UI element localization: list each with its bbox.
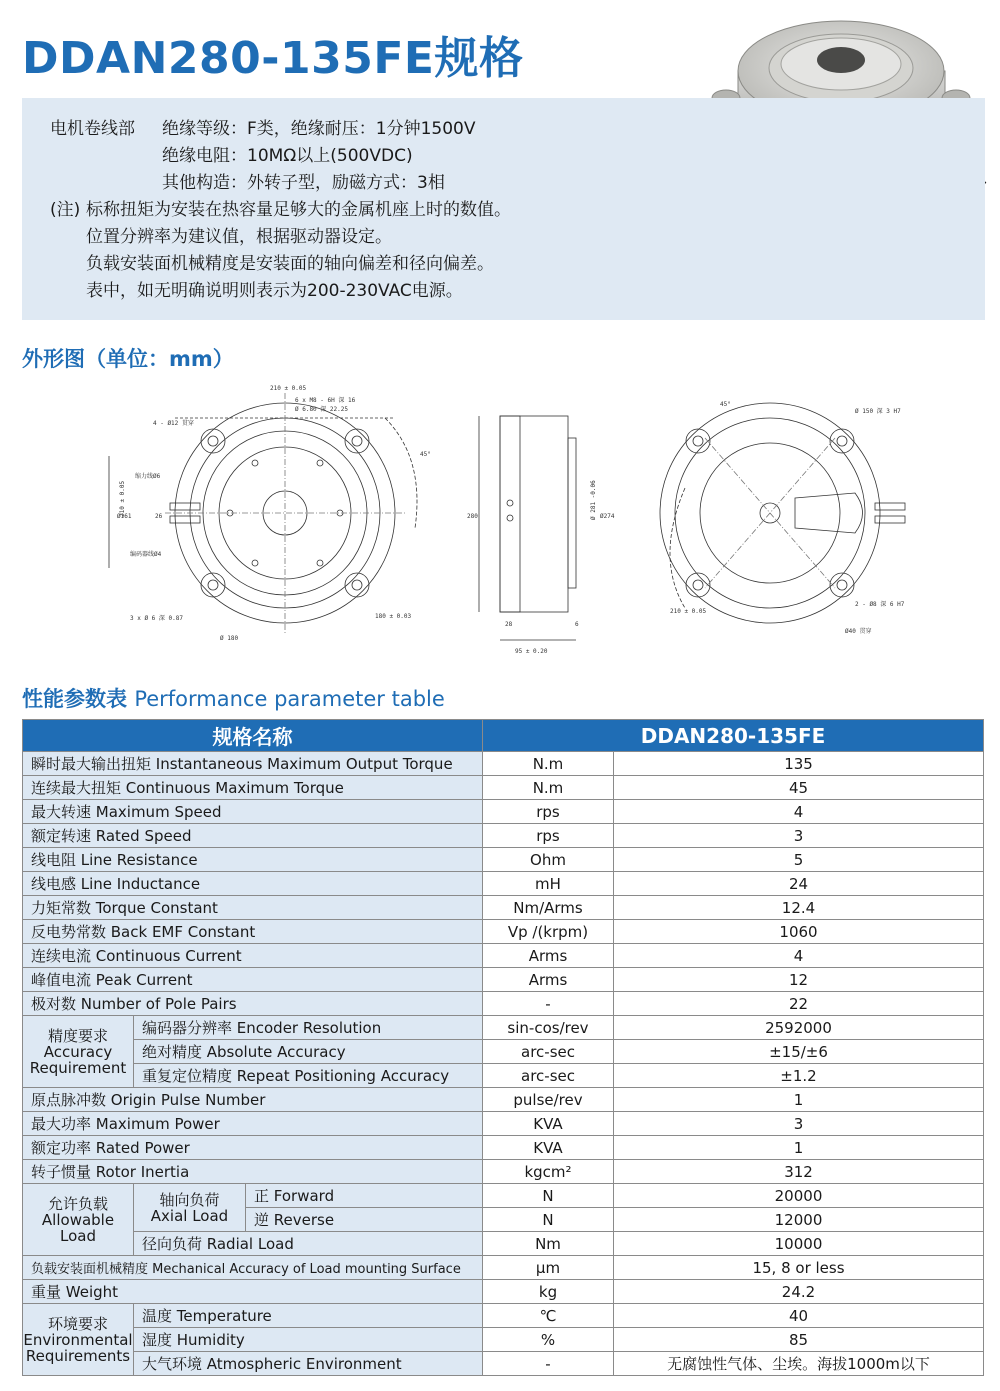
- param-unit: Arms: [483, 944, 614, 968]
- param-value: 22: [614, 992, 984, 1016]
- dim-10: Ø 180: [220, 635, 239, 642]
- param-label: 反电势常数 Back EMF Constant: [23, 920, 483, 944]
- dim-15: Ø274: [600, 513, 615, 520]
- insulation-class: 绝缘等级：F类，绝缘耐压：1分钟1500V: [162, 119, 476, 139]
- param-value: 135: [614, 752, 984, 776]
- param-label: 最大转速 Maximum Speed: [23, 800, 483, 824]
- param-label: 逆 Reverse: [246, 1208, 483, 1232]
- param-value: 85: [614, 1328, 984, 1352]
- param-unit: Ohm: [483, 848, 614, 872]
- param-unit: mH: [483, 872, 614, 896]
- param-label: 连续最大扭矩 Continuous Maximum Torque: [23, 776, 483, 800]
- param-unit: %: [483, 1328, 614, 1352]
- param-unit: Arms: [483, 968, 614, 992]
- param-label: 连续电流 Continuous Current: [23, 944, 483, 968]
- table-row: [23, 1352, 984, 1376]
- dim-18: 95 ± 0.20: [515, 648, 548, 655]
- load-group-label: [23, 1184, 134, 1256]
- param-unit: μm: [483, 1256, 614, 1280]
- param-value: ±1.2: [614, 1064, 984, 1088]
- accuracy-group-label-text: Requirement: [29, 1058, 127, 1077]
- param-unit: N.m: [483, 776, 614, 800]
- table-row: [23, 1304, 984, 1328]
- dim-1: 210 ± 0.05: [270, 385, 307, 392]
- param-unit: -: [483, 992, 614, 1016]
- accuracy-group-label-text: 精度要求: [47, 1026, 108, 1045]
- param-value: 5: [614, 848, 984, 872]
- axial-load-label: [134, 1184, 246, 1232]
- note-3: 负载安装面机械精度是安装面的轴向偏差和径向偏差。: [86, 254, 494, 274]
- table-row: [23, 1280, 984, 1304]
- dim-7: Ø161: [117, 513, 132, 520]
- param-label: 编码器分辨率 Encoder Resolution: [134, 1016, 483, 1040]
- page-title: DDAN280-135FE规格: [22, 33, 524, 84]
- param-unit: kgcm²: [483, 1160, 614, 1184]
- param-unit: pulse/rev: [483, 1088, 614, 1112]
- param-unit: kg: [483, 1280, 614, 1304]
- table-header-row: [23, 720, 984, 752]
- load-group-label-text: 允许负载: [47, 1194, 108, 1213]
- dim-4: 4 - Ø12 贯穿: [153, 420, 194, 427]
- param-value: 24: [614, 872, 984, 896]
- perf-heading: [22, 683, 445, 713]
- param-unit: N: [483, 1208, 614, 1232]
- param-unit: rps: [483, 800, 614, 824]
- param-unit: Nm: [483, 1232, 614, 1256]
- param-unit: N: [483, 1184, 614, 1208]
- param-unit: rps: [483, 824, 614, 848]
- table-row: [23, 1112, 984, 1136]
- table-row: [23, 896, 984, 920]
- param-value: 2592000: [614, 1016, 984, 1040]
- param-label: 瞬时最大输出扭矩 Instantaneous Maximum Output Torque: [23, 752, 483, 776]
- rear-view: [660, 403, 905, 623]
- param-value: 12.4: [614, 896, 984, 920]
- param-label: 力矩常数 Torque Constant: [23, 896, 483, 920]
- dim-11: 180 ± 0.03: [375, 613, 412, 620]
- env-group-label-text: 环境要求: [47, 1314, 108, 1333]
- other-structure: 其他构造：外转子型，励磁方式：3相: [162, 173, 445, 193]
- env-group-label-text: Requirements: [25, 1346, 131, 1365]
- param-unit: arc-sec: [483, 1040, 614, 1064]
- dim-12: 45°: [420, 451, 431, 458]
- param-unit: KVA: [483, 1112, 614, 1136]
- dim-6: 编码器线Ø4: [130, 551, 162, 558]
- param-value: 312: [614, 1160, 984, 1184]
- perf-heading-en: Performance parameter table: [134, 687, 445, 711]
- table-row: [23, 1184, 984, 1208]
- param-value: 12: [614, 968, 984, 992]
- note-4: 表中，如无明确说明则表示为200-230VAC电源。: [86, 281, 463, 301]
- param-label: 负载安装面机械精度 Mechanical Accuracy of Load mounting Surface: [23, 1256, 483, 1280]
- table-row: [23, 824, 984, 848]
- table-row: [23, 968, 984, 992]
- table-row: [23, 920, 984, 944]
- table-row: [23, 1328, 984, 1352]
- table-row: [23, 872, 984, 896]
- dim-19: Ø 150 深 3 H7: [855, 408, 901, 415]
- param-unit: sin-cos/rev: [483, 1016, 614, 1040]
- param-value: 1060: [614, 920, 984, 944]
- dim-8: 210 ± 0.05: [119, 480, 126, 517]
- table-row: [23, 1136, 984, 1160]
- param-value: 15, 8 or less: [614, 1256, 984, 1280]
- param-label: 湿度 Humidity: [134, 1328, 483, 1352]
- param-value: 无腐蚀性气体、尘埃。海拔1000m以下: [614, 1352, 984, 1376]
- param-label: 重量 Weight: [23, 1280, 483, 1304]
- table-row: [23, 776, 984, 800]
- accuracy-group-label-text: Accuracy: [43, 1042, 113, 1061]
- table-row: [23, 1016, 984, 1040]
- param-label: 额定转速 Rated Speed: [23, 824, 483, 848]
- spec-notes-panel: [22, 98, 985, 320]
- dim-24: 26: [155, 513, 163, 520]
- dim-17: 6: [575, 621, 579, 628]
- param-unit: N.m: [483, 752, 614, 776]
- dim-2: 6 x M8 - 6H 深 16: [295, 397, 356, 404]
- param-label: 绝对精度 Absolute Accuracy: [134, 1040, 483, 1064]
- dim-9: 3 x Ø 6 深 0.87: [130, 615, 183, 622]
- param-value: 1: [614, 1088, 984, 1112]
- performance-table: [22, 719, 984, 1376]
- table-row: [23, 944, 984, 968]
- param-label: 额定功率 Rated Power: [23, 1136, 483, 1160]
- table-row: [23, 1040, 984, 1064]
- param-label: 大气环境 Atmospheric Environment: [134, 1352, 483, 1376]
- env-group-label-text: Environmental: [23, 1330, 133, 1349]
- axial-load-label-text: 轴向负荷: [159, 1190, 220, 1209]
- note-label: (注): [50, 200, 81, 220]
- param-unit: Vp /(krpm): [483, 920, 614, 944]
- table-row: [23, 752, 984, 776]
- table-row: [23, 800, 984, 824]
- param-value: ±15/±6: [614, 1040, 984, 1064]
- dim-14: Ø 281 -0.06: [590, 480, 597, 520]
- param-value: 3: [614, 824, 984, 848]
- outline-heading: 外形图（单位：mm）: [22, 347, 234, 371]
- load-group-label-text: Allowable Load: [41, 1210, 115, 1245]
- param-value: 10000: [614, 1232, 984, 1256]
- param-label: 重复定位精度 Repeat Positioning Accuracy: [134, 1064, 483, 1088]
- param-unit: KVA: [483, 1136, 614, 1160]
- param-value: 1: [614, 1136, 984, 1160]
- dim-16: 28: [505, 621, 513, 628]
- table-row: [23, 848, 984, 872]
- env-group-label: [23, 1304, 134, 1376]
- param-label: 正 Forward: [246, 1184, 483, 1208]
- param-unit: arc-sec: [483, 1064, 614, 1088]
- axial-load-label-text: Axial Load: [150, 1206, 229, 1225]
- param-value: 45: [614, 776, 984, 800]
- param-label: 原点脉冲数 Origin Pulse Number: [23, 1088, 483, 1112]
- table-row: [23, 1064, 984, 1088]
- dim-13: 280: [467, 513, 478, 520]
- table-row: [23, 1088, 984, 1112]
- outline-drawing: [95, 378, 925, 668]
- note-1: 标称扭矩为安装在热容量足够大的金属机座上时的数值。: [86, 200, 511, 220]
- dim-23: 45°: [720, 401, 731, 408]
- param-unit: -: [483, 1352, 614, 1376]
- param-value: 24.2: [614, 1280, 984, 1304]
- header-spec-name: 规格名称: [23, 720, 483, 752]
- perf-heading-cn: 性能参数表: [22, 687, 127, 711]
- param-label: 峰值电流 Peak Current: [23, 968, 483, 992]
- param-label: 转子惯量 Rotor Inertia: [23, 1160, 483, 1184]
- param-value: 40: [614, 1304, 984, 1328]
- table-row: [23, 1160, 984, 1184]
- param-value: 3: [614, 1112, 984, 1136]
- dim-5: 缩力线Ø6: [135, 473, 161, 480]
- param-value: 4: [614, 944, 984, 968]
- param-label: 径向负荷 Radial Load: [134, 1232, 483, 1256]
- dim-22: 210 ± 0.05: [670, 608, 707, 615]
- accuracy-group-label: [23, 1016, 134, 1088]
- table-row: [23, 1256, 984, 1280]
- dim-20: 2 - Ø8 深 6 H7: [855, 601, 905, 608]
- winding-label: 电机卷线部: [50, 119, 135, 139]
- dim-3: Ø 6.80 深 22.25: [295, 406, 348, 413]
- side-view: [479, 416, 576, 640]
- dim-21: Ø40 贯穿: [845, 628, 872, 635]
- header-model: DDAN280-135FE: [483, 720, 984, 752]
- param-label: 最大功率 Maximum Power: [23, 1112, 483, 1136]
- note-2: 位置分辨率为建议值，根据驱动器设定。: [86, 227, 392, 247]
- table-row: [23, 1232, 984, 1256]
- param-value: 4: [614, 800, 984, 824]
- table-row: [23, 992, 984, 1016]
- param-value: 20000: [614, 1184, 984, 1208]
- param-value: 12000: [614, 1208, 984, 1232]
- param-label: 温度 Temperature: [134, 1304, 483, 1328]
- param-label: 极对数 Number of Pole Pairs: [23, 992, 483, 1016]
- param-unit: ℃: [483, 1304, 614, 1328]
- param-label: 线电感 Line Inductance: [23, 872, 483, 896]
- param-unit: Nm/Arms: [483, 896, 614, 920]
- insulation-resistance: 绝缘电阻：10MΩ以上(500VDC): [162, 146, 413, 166]
- param-label: 线电阻 Line Resistance: [23, 848, 483, 872]
